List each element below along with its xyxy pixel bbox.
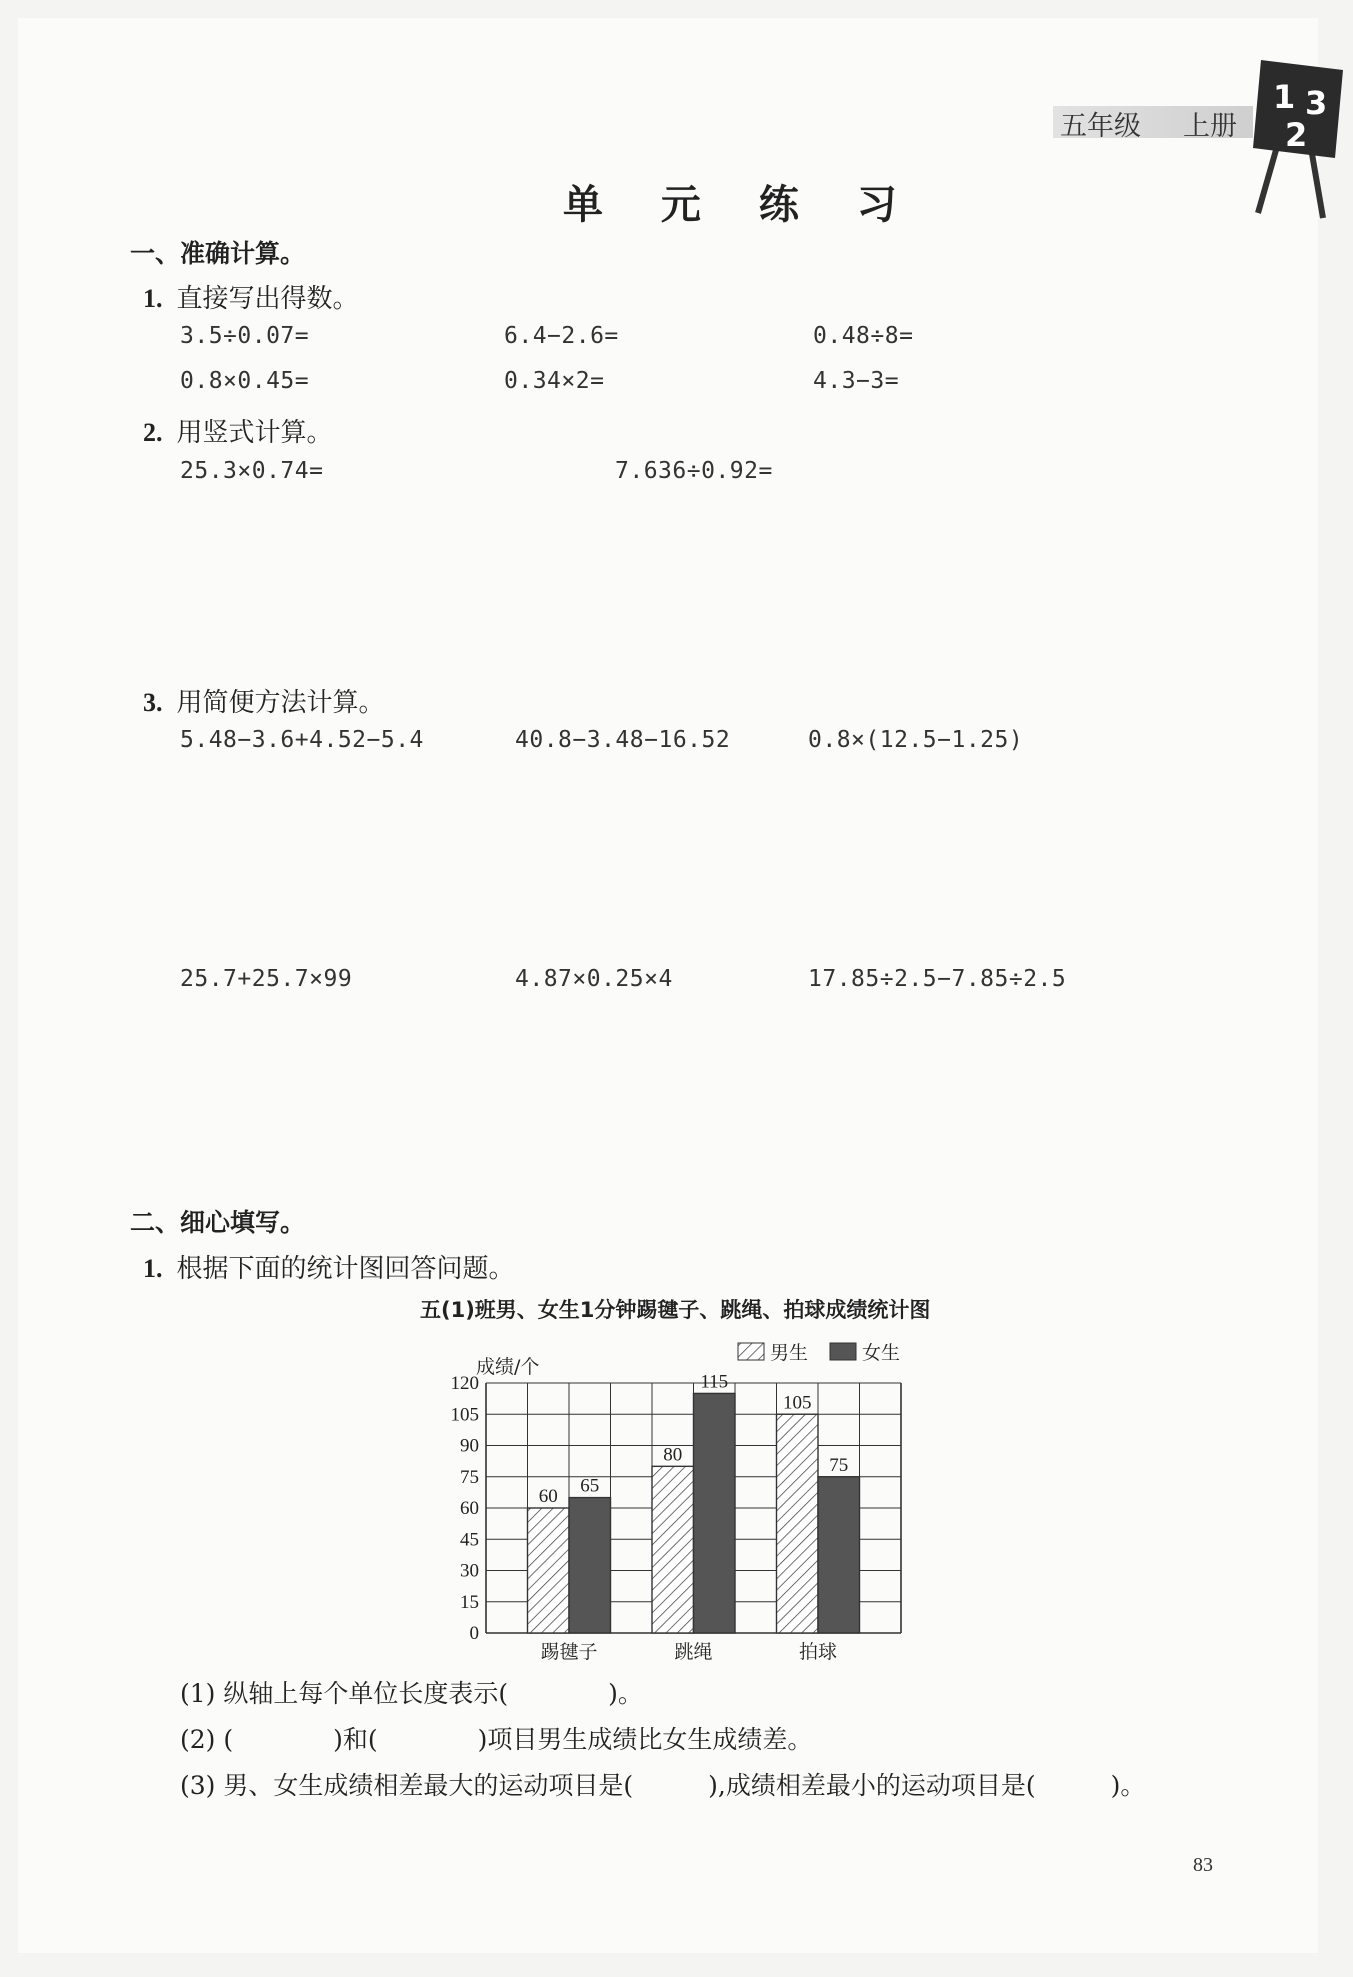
simplify-item-2: 40.8−3.48−16.52 — [515, 727, 731, 753]
oral-item-1: 3.5÷0.07= — [180, 323, 310, 349]
data-label: 105 — [783, 1392, 812, 1414]
data-label: 80 — [663, 1444, 683, 1466]
oral-item-3: 0.48÷8= — [813, 323, 914, 349]
x-category-label: 跳绳 — [674, 1641, 713, 1663]
y-tick-label: 45 — [460, 1529, 479, 1551]
legend-label-girls: 女生 — [862, 1342, 901, 1364]
bar-girls-2 — [818, 1477, 860, 1633]
subquestion-3: (3) 男、女生成绩相差最大的运动项目是( ),成绩相差最小的运动项目是( )。 — [180, 1771, 1146, 1800]
grade-label: 五年级 — [1060, 111, 1141, 142]
legend-swatch-boys — [738, 1343, 764, 1360]
page-number: 83 — [1193, 1854, 1213, 1876]
question-text: 用简便方法计算。 — [176, 688, 385, 718]
y-tick-label: 90 — [460, 1435, 479, 1457]
y-tick-label: 120 — [450, 1373, 479, 1394]
bar-boys-1 — [652, 1466, 694, 1633]
vertical-item-2: 7.636÷0.92= — [615, 458, 773, 484]
simplify-item-6: 17.85÷2.5−7.85÷2.5 — [808, 966, 1067, 992]
simplify-item-3: 0.8×(12.5−1.25) — [808, 727, 1024, 753]
question-text: 根据下面的统计图回答问题。 — [176, 1254, 515, 1284]
question-1-3 — [143, 682, 385, 719]
data-label: 60 — [538, 1486, 558, 1507]
volume-label: 上册 — [1183, 111, 1237, 142]
y-tick-label: 0 — [469, 1623, 479, 1644]
legend-swatch-girls — [830, 1343, 856, 1360]
subquestion-1: (1) 纵轴上每个单位长度表示( )。 — [180, 1679, 643, 1708]
data-label: 75 — [829, 1454, 849, 1476]
bar-girls-1 — [694, 1393, 736, 1633]
bar-boys-2 — [777, 1414, 819, 1633]
oral-item-5: 0.34×2= — [504, 368, 605, 394]
logo-digit-1: 1 — [1273, 78, 1296, 116]
simplify-item-5: 4.87×0.25×4 — [515, 966, 673, 992]
bar-boys-0 — [528, 1508, 570, 1633]
y-tick-label: 75 — [460, 1466, 479, 1488]
simplify-item-1: 5.48−3.6+4.52−5.4 — [180, 727, 424, 753]
bar-girls-0 — [569, 1498, 611, 1633]
legend-label-boys: 男生 — [770, 1342, 809, 1364]
chart-title: 五(1)班男、女生1分钟踢毽子、跳绳、拍球成绩统计图 — [420, 1298, 931, 1322]
worksheet-page — [18, 18, 1328, 1953]
question-number: 1. — [143, 1254, 163, 1283]
question-2-1 — [143, 1248, 515, 1285]
y-axis-label: 成绩/个 — [476, 1356, 540, 1378]
x-category-label: 拍球 — [798, 1641, 838, 1663]
simplify-item-4: 25.7+25.7×99 — [180, 966, 353, 992]
y-tick-label: 105 — [450, 1404, 479, 1426]
x-category-label: 踢毽子 — [540, 1641, 598, 1663]
oral-item-6: 4.3−3= — [813, 368, 900, 394]
question-1-1 — [143, 278, 359, 315]
y-tick-label: 30 — [460, 1560, 479, 1582]
page-title: 单 元 练 习 — [563, 182, 919, 228]
section2-heading: 二、细心填写。 — [130, 1208, 306, 1237]
oral-item-2: 6.4−2.6= — [504, 323, 619, 349]
question-1-2 — [143, 412, 333, 449]
data-label: 115 — [700, 1371, 729, 1393]
data-label: 65 — [580, 1475, 600, 1497]
logo-digit-3: 3 — [1305, 84, 1328, 122]
question-number: 2. — [143, 418, 163, 447]
y-tick-label: 60 — [460, 1498, 479, 1519]
subquestion-2: (2) ( )和( )项目男生成绩比女生成绩差。 — [180, 1725, 813, 1754]
y-tick-label: 15 — [460, 1591, 479, 1613]
bar-chart — [416, 1328, 956, 1663]
vertical-item-1: 25.3×0.74= — [180, 458, 324, 484]
question-number: 1. — [143, 284, 163, 313]
question-text: 用竖式计算。 — [176, 418, 333, 448]
section1-heading: 一、准确计算。 — [130, 239, 306, 268]
oral-item-4: 0.8×0.45= — [180, 368, 310, 394]
question-number: 3. — [143, 688, 163, 717]
question-text: 直接写出得数。 — [176, 284, 359, 314]
chalkboard-logo-icon — [1243, 48, 1353, 223]
logo-digit-2: 2 — [1285, 116, 1308, 154]
